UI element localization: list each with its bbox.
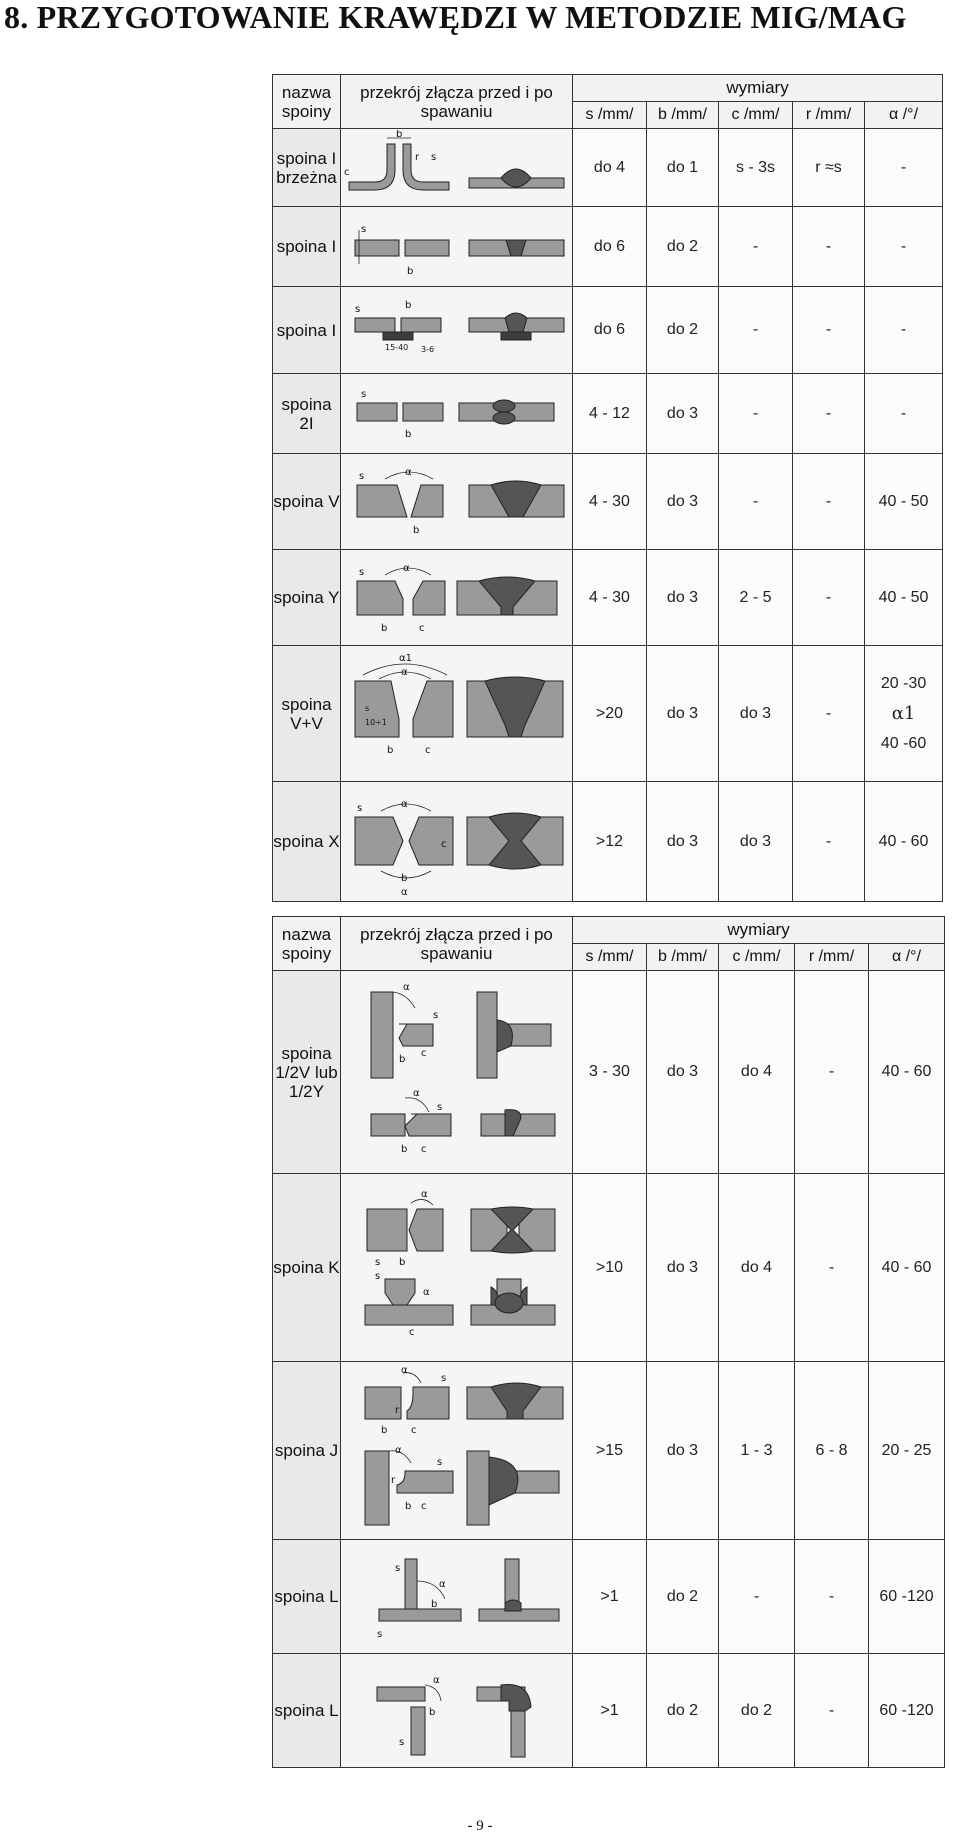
label-alpha-2: α (413, 1088, 420, 1099)
value-s: >10 (573, 1174, 647, 1362)
value-alpha: 40 - 50 (865, 454, 943, 550)
value-alpha: - (865, 374, 943, 454)
value-r: - (793, 646, 865, 782)
header-name: nazwa spoiny (273, 917, 341, 971)
joint-diagram (341, 971, 573, 1174)
header-s: s /mm/ (573, 102, 647, 129)
l-joint-diagram (341, 1541, 573, 1653)
header-dimensions: wymiary (573, 75, 943, 102)
table-row (273, 550, 943, 646)
value-b: do 2 (647, 1654, 719, 1768)
label-b: b (429, 1706, 436, 1718)
header-cross-section: przekrój złącza przed i po spawaniu (341, 917, 573, 971)
value-b: do 2 (647, 207, 719, 287)
value-alpha: 40 - 60 (869, 971, 945, 1174)
label-b: b (405, 299, 412, 311)
value-r: - (793, 550, 865, 646)
value-s: >1 (573, 1540, 647, 1654)
value-b: do 3 (647, 1174, 719, 1362)
value-c: do 3 (719, 646, 793, 782)
table-row (273, 782, 943, 902)
header-alpha: α /°/ (869, 944, 945, 971)
label-s: s (359, 470, 365, 482)
label-s: s (441, 1372, 447, 1384)
value-alpha1-symbol: α1 (891, 702, 916, 724)
label-b: b (396, 129, 403, 140)
table-row (273, 207, 943, 287)
label-backing-thickness: 3-6 (421, 344, 435, 354)
label-alpha-2: α (423, 1286, 430, 1298)
joint-diagram (341, 129, 573, 207)
joint-diagram (341, 782, 573, 902)
value-r: - (795, 1654, 869, 1768)
header-alpha: α /°/ (865, 102, 943, 129)
value-s: >1 (573, 1654, 647, 1768)
joint-diagram (341, 1654, 573, 1768)
label-alpha: α (401, 1364, 408, 1376)
joint-diagram (341, 1174, 573, 1362)
label-b: b (381, 1424, 388, 1436)
label-s: s (361, 388, 367, 400)
value-s: >15 (573, 1362, 647, 1540)
label-s: s (365, 703, 370, 713)
value-b: do 3 (647, 646, 719, 782)
value-alpha: 60 -120 (869, 1654, 945, 1768)
label-c: c (409, 1326, 415, 1338)
value-c: do 3 (719, 782, 793, 902)
value-b: do 3 (647, 1362, 719, 1540)
value-alpha: 60 -120 (869, 1540, 945, 1654)
value-r: - (793, 454, 865, 550)
value-r: - (793, 207, 865, 287)
value-alpha: 40 - 60 (869, 1174, 945, 1362)
value-r: - (795, 1540, 869, 1654)
header-cross-section: przekrój złącza przed i po spawaniu (341, 75, 573, 129)
weld-name: spoina L (273, 1654, 341, 1768)
label-c-2: c (421, 1500, 427, 1512)
value-alpha: - (865, 287, 943, 374)
label-alpha: α (405, 466, 412, 478)
value-r: - (793, 374, 865, 454)
weld-name: spoina L (273, 1540, 341, 1654)
label-r: r (395, 1404, 400, 1416)
value-b: do 2 (647, 1540, 719, 1654)
label-s-2: s (375, 1270, 381, 1282)
label-land: 10÷1 (365, 717, 387, 727)
weld-name: spoina I (273, 287, 341, 374)
weld-table-2 (272, 916, 945, 1768)
label-b-2: b (401, 1144, 408, 1155)
label-s: s (359, 566, 365, 578)
header-b: b /mm/ (647, 944, 719, 971)
weld-name: spoina K (273, 1174, 341, 1362)
header-c: c /mm/ (719, 102, 793, 129)
weld-table-1 (272, 74, 943, 902)
label-s: s (375, 1256, 381, 1268)
label-alpha: α (439, 1578, 446, 1590)
x-joint-diagram (341, 783, 571, 901)
label-b: b (401, 872, 408, 884)
value-s: 3 - 30 (573, 971, 647, 1174)
weld-name: spoina I brzeżna (273, 129, 341, 207)
weld-name: spoina Y (273, 550, 341, 646)
value-s: do 6 (573, 287, 647, 374)
table-row (273, 971, 945, 1174)
label-alpha-2: α (395, 1444, 402, 1456)
value-c: 2 - 5 (719, 550, 793, 646)
flange-joint-diagram (341, 130, 571, 206)
label-c: c (411, 1424, 417, 1436)
value-s: 4 - 12 (573, 374, 647, 454)
label-s-2: s (437, 1456, 443, 1468)
value-b: do 3 (647, 782, 719, 902)
weld-name: spoina V (273, 454, 341, 550)
value-alpha-top: 20 -30 (880, 674, 927, 692)
value-r: - (793, 782, 865, 902)
label-backing-width: 15-40 (385, 342, 409, 352)
header-dimensions: wymiary (573, 917, 945, 944)
value-c: - (719, 454, 793, 550)
table-row (273, 1362, 945, 1540)
label-r: r (415, 151, 420, 163)
joint-diagram (341, 1540, 573, 1654)
table-row (273, 1174, 945, 1362)
label-b: b (431, 1598, 438, 1610)
value-c: do 4 (719, 971, 795, 1174)
label-alpha: α (403, 562, 410, 574)
label-r-2: r (391, 1474, 396, 1486)
value-b: do 3 (647, 550, 719, 646)
table-row (273, 287, 943, 374)
label-s-2: s (437, 1102, 443, 1113)
label-b: b (405, 428, 412, 440)
weld-name: spoina J (273, 1362, 341, 1540)
table-row (273, 454, 943, 550)
v-plus-v-joint-diagram (341, 647, 571, 781)
value-c: - (719, 1540, 795, 1654)
value-alpha: - (865, 129, 943, 207)
value-s: 4 - 30 (573, 454, 647, 550)
value-c: do 4 (719, 1174, 795, 1362)
joint-diagram (341, 646, 573, 782)
value-s: 4 - 30 (573, 550, 647, 646)
value-b: do 3 (647, 971, 719, 1174)
label-s: s (361, 223, 367, 235)
header-c: c /mm/ (719, 944, 795, 971)
label-c: c (421, 1048, 427, 1059)
label-b: b (399, 1054, 406, 1065)
label-alpha-top: α (401, 798, 408, 810)
value-b: do 1 (647, 129, 719, 207)
joint-diagram (341, 1362, 573, 1540)
value-r: r ≈s (793, 129, 865, 207)
label-s: s (357, 802, 363, 814)
label-c-2: c (421, 1144, 427, 1155)
value-alpha-bottom: 40 -60 (880, 734, 927, 752)
value-alpha: 40 - 60 (865, 782, 943, 902)
value-b: do 3 (647, 374, 719, 454)
label-b: b (387, 744, 394, 756)
value-s: do 4 (573, 129, 647, 207)
label-c: c (441, 838, 447, 850)
joint-diagram (341, 207, 573, 287)
header-name: nazwa spoiny (273, 75, 341, 129)
weld-name: spoina V+V (273, 646, 341, 782)
value-r: - (793, 287, 865, 374)
i-joint-diagram (341, 208, 571, 286)
value-c: do 2 (719, 1654, 795, 1768)
l-corner-joint-diagram (341, 1655, 573, 1767)
table-row (273, 646, 943, 782)
label-c: c (425, 744, 431, 756)
value-b: do 2 (647, 287, 719, 374)
value-r: - (795, 971, 869, 1174)
value-alpha: - (865, 207, 943, 287)
weld-name: spoina X (273, 782, 341, 902)
label-c: c (344, 166, 350, 178)
value-s: >12 (573, 782, 647, 902)
value-alpha: 40 - 50 (865, 550, 943, 646)
label-b: b (407, 265, 414, 277)
value-c: s - 3s (719, 129, 793, 207)
value-alpha: 20 - 25 (869, 1362, 945, 1540)
value-b: do 3 (647, 454, 719, 550)
table-row (273, 129, 943, 207)
label-c: c (419, 622, 425, 634)
label-s: s (431, 151, 437, 163)
v-joint-diagram (341, 455, 571, 549)
value-r: - (795, 1174, 869, 1362)
joint-diagram (341, 550, 573, 646)
label-s-2: s (377, 1628, 383, 1640)
value-r: 6 - 8 (795, 1362, 869, 1540)
table-row (273, 1654, 945, 1768)
value-s: do 6 (573, 207, 647, 287)
header-b: b /mm/ (647, 102, 719, 129)
half-v-joint-diagram (341, 972, 573, 1172)
label-s: s (399, 1736, 405, 1748)
header-s: s /mm/ (573, 944, 647, 971)
value-c: - (719, 207, 793, 287)
label-b-2: b (405, 1500, 412, 1512)
label-s: s (355, 303, 361, 315)
value-alpha (865, 646, 943, 782)
label-s: s (433, 1010, 439, 1021)
j-joint-diagram (341, 1363, 573, 1539)
label-b: b (413, 524, 420, 536)
label-alpha1: α1 (399, 652, 412, 664)
label-s: s (395, 1562, 401, 1574)
value-c: - (719, 287, 793, 374)
weld-name: spoina 2I (273, 374, 341, 454)
table-row (273, 374, 943, 454)
label-alpha: α (433, 1674, 440, 1686)
label-alpha: α (421, 1188, 428, 1200)
y-joint-diagram (341, 551, 571, 645)
weld-name: spoina 1/2V lub 1/2Y (273, 971, 341, 1174)
label-b: b (381, 622, 388, 634)
label-alpha-bottom: α (401, 886, 408, 898)
label-b: b (399, 1256, 406, 1268)
value-c: - (719, 374, 793, 454)
page-title: 8. PRZYGOTOWANIE KRAWĘDZI W METODZIE MIG/MAG (4, 0, 907, 35)
table-row (273, 1540, 945, 1654)
value-s: >20 (573, 646, 647, 782)
page-number: - 9 - (467, 1818, 493, 1834)
weld-name: spoina I (273, 207, 341, 287)
header-r: r /mm/ (793, 102, 865, 129)
i-joint-backing-diagram (341, 288, 571, 373)
value-c: 1 - 3 (719, 1362, 795, 1540)
label-alpha: α (401, 666, 408, 678)
joint-diagram (341, 454, 573, 550)
k-joint-diagram (341, 1175, 573, 1361)
joint-diagram (341, 287, 573, 374)
label-alpha: α (403, 982, 410, 993)
joint-diagram (341, 374, 573, 454)
header-r: r /mm/ (795, 944, 869, 971)
double-i-joint-diagram (341, 375, 571, 453)
